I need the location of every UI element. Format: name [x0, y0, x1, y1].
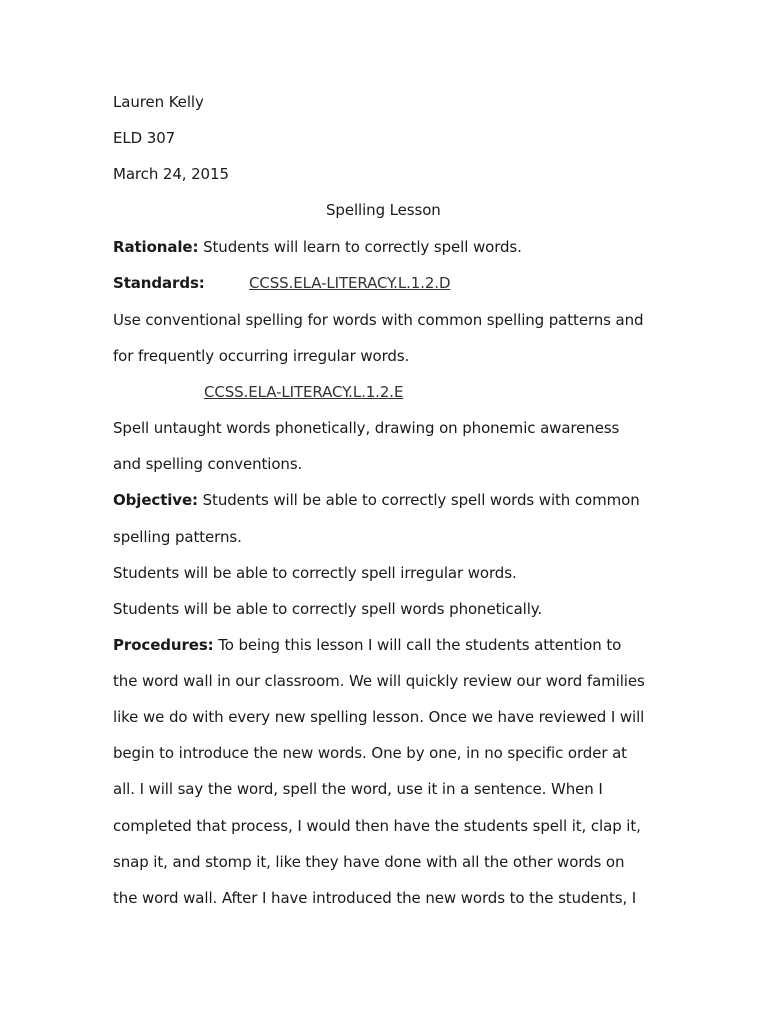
- course-code: ELD 307: [113, 129, 176, 147]
- procedures-text-line: snap it, and stomp it, like they have done with all the other words on: [113, 853, 625, 871]
- objective-section: [113, 490, 640, 510]
- standard-1-text-line: Use conventional spelling for words with common spelling patterns and: [113, 311, 644, 329]
- standard-1-text-line: for frequently occurring irregular words.: [113, 347, 410, 365]
- document-title: Spelling Lesson: [326, 201, 441, 219]
- objective-text-line: Students will be able to correctly spell words phonetically.: [113, 600, 543, 618]
- procedures-text: To being this lesson I will call the students attention to: [218, 636, 622, 654]
- objective-text-line: Students will be able to correctly spell irregular words.: [113, 564, 517, 582]
- procedures-section: [113, 635, 621, 655]
- procedures-text-line: completed that process, I would then have the students spell it, clap it,: [113, 817, 641, 835]
- procedures-text-line: like we do with every new spelling lesson. Once we have reviewed I will: [113, 708, 645, 726]
- objective-text: Students will be able to correctly spell words with common: [202, 491, 640, 509]
- standard-link-1[interactable]: CCSS.ELA-LITERACY.L.1.2.D: [249, 274, 451, 292]
- standard-2-text-line: and spelling conventions.: [113, 455, 303, 473]
- rationale-label: Rationale:: [113, 238, 199, 256]
- rationale-text: Students will learn to correctly spell words.: [203, 238, 522, 256]
- objective-text-line: spelling patterns.: [113, 528, 242, 546]
- document-date: March 24, 2015: [113, 165, 229, 183]
- standard-2-text-line: Spell untaught words phonetically, drawing on phonemic awareness: [113, 419, 620, 437]
- procedures-text-line: the word wall. After I have introduced the new words to the students, I: [113, 889, 637, 907]
- procedures-text-line: the word wall in our classroom. We will quickly review our word families: [113, 672, 645, 690]
- standards-label: Standards:: [113, 274, 205, 292]
- standards-section: [113, 273, 205, 293]
- procedures-text-line: all. I will say the word, spell the word, use it in a sentence. When I: [113, 780, 603, 798]
- procedures-label: Procedures:: [113, 636, 214, 654]
- objective-label: Objective:: [113, 491, 198, 509]
- procedures-text-line: begin to introduce the new words. One by one, in no specific order at: [113, 744, 627, 762]
- author-name: Lauren Kelly: [113, 93, 204, 111]
- standard-link-2[interactable]: CCSS.ELA-LITERACY.L.1.2.E: [204, 383, 404, 401]
- rationale-section: [113, 237, 522, 257]
